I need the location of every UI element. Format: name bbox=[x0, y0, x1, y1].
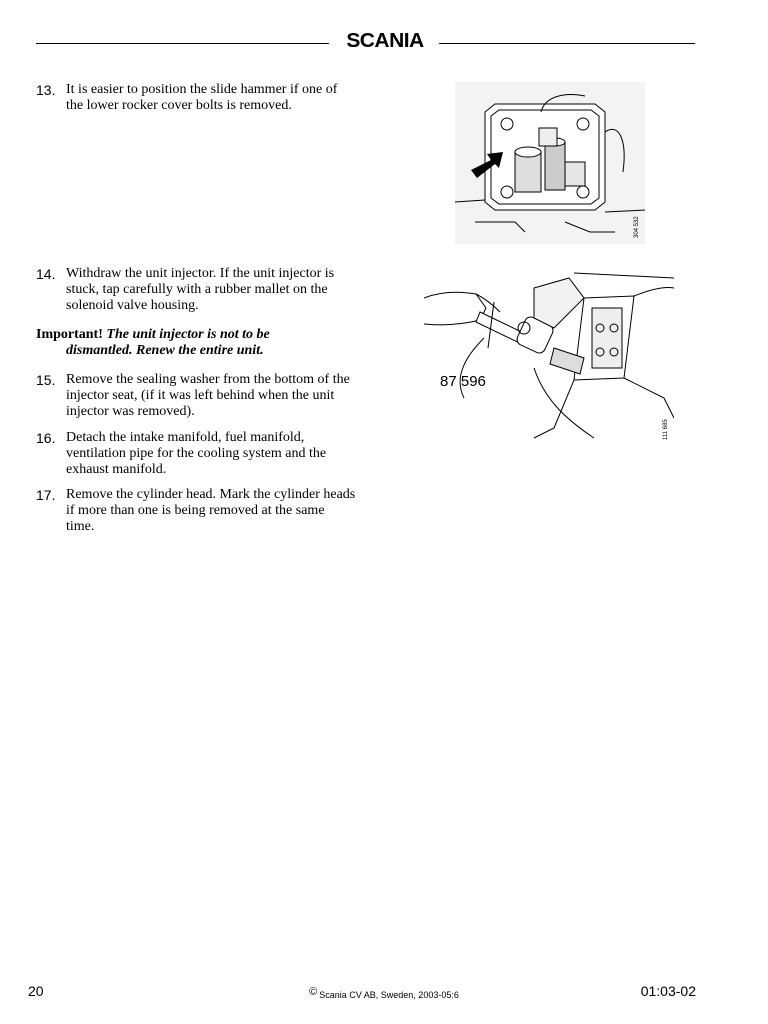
important-note bbox=[36, 327, 356, 359]
important-label: Important! bbox=[36, 327, 103, 342]
figure-code: 304 532 bbox=[634, 216, 640, 238]
injector-removal-icon bbox=[424, 268, 674, 448]
step-number: 13. bbox=[36, 82, 56, 98]
header-rule-right bbox=[439, 43, 695, 44]
step-number: 17. bbox=[36, 487, 56, 503]
step-text: Remove the sealing washer from the bottom of the injector seat, (if it was left behind when the unit injector was removed). bbox=[66, 372, 350, 419]
step-15 bbox=[36, 372, 356, 420]
figure-callout: 87 596 bbox=[440, 373, 486, 390]
rocker-cover-arrow-icon bbox=[455, 82, 645, 244]
figure-code: 111 685 bbox=[663, 419, 669, 440]
document-code: 01:03-02 bbox=[640, 983, 696, 999]
step-17 bbox=[36, 487, 356, 535]
step-number: 14. bbox=[36, 266, 56, 282]
copyright-symbol: © bbox=[309, 986, 318, 998]
copyright-text: Scania CV AB, Sweden, 2003-05:6 bbox=[319, 990, 459, 1000]
figure-rocker-cover bbox=[455, 82, 645, 244]
step-number: 15. bbox=[36, 372, 56, 388]
scania-logo: SCANIA bbox=[346, 30, 424, 52]
step-number: 16. bbox=[36, 430, 56, 446]
header-rule-left bbox=[36, 43, 329, 44]
step-text: It is easier to position the slide hammer if one of the lower rocker cover bolts is removed. bbox=[66, 82, 338, 113]
step-13 bbox=[36, 82, 356, 114]
step-14 bbox=[36, 266, 356, 314]
important-line-2: dismantled. Renew the entire unit. bbox=[66, 343, 264, 358]
figure-injector-removal bbox=[424, 268, 674, 448]
step-text: Remove the cylinder head. Mark the cylinder heads if more than one is being removed at the same time. bbox=[66, 487, 356, 534]
step-text: Withdraw the unit injector. If the unit injector is stuck, tap carefully with a rubber mallet on the solenoid valve housing. bbox=[66, 266, 335, 313]
step-text: Detach the intake manifold, fuel manifold, ventilation pipe for the cooling system and the exhaust manifold. bbox=[66, 430, 327, 477]
page-number: 20 bbox=[28, 983, 44, 999]
step-16 bbox=[36, 430, 356, 478]
important-line-1: The unit injector is not to be bbox=[106, 327, 270, 342]
